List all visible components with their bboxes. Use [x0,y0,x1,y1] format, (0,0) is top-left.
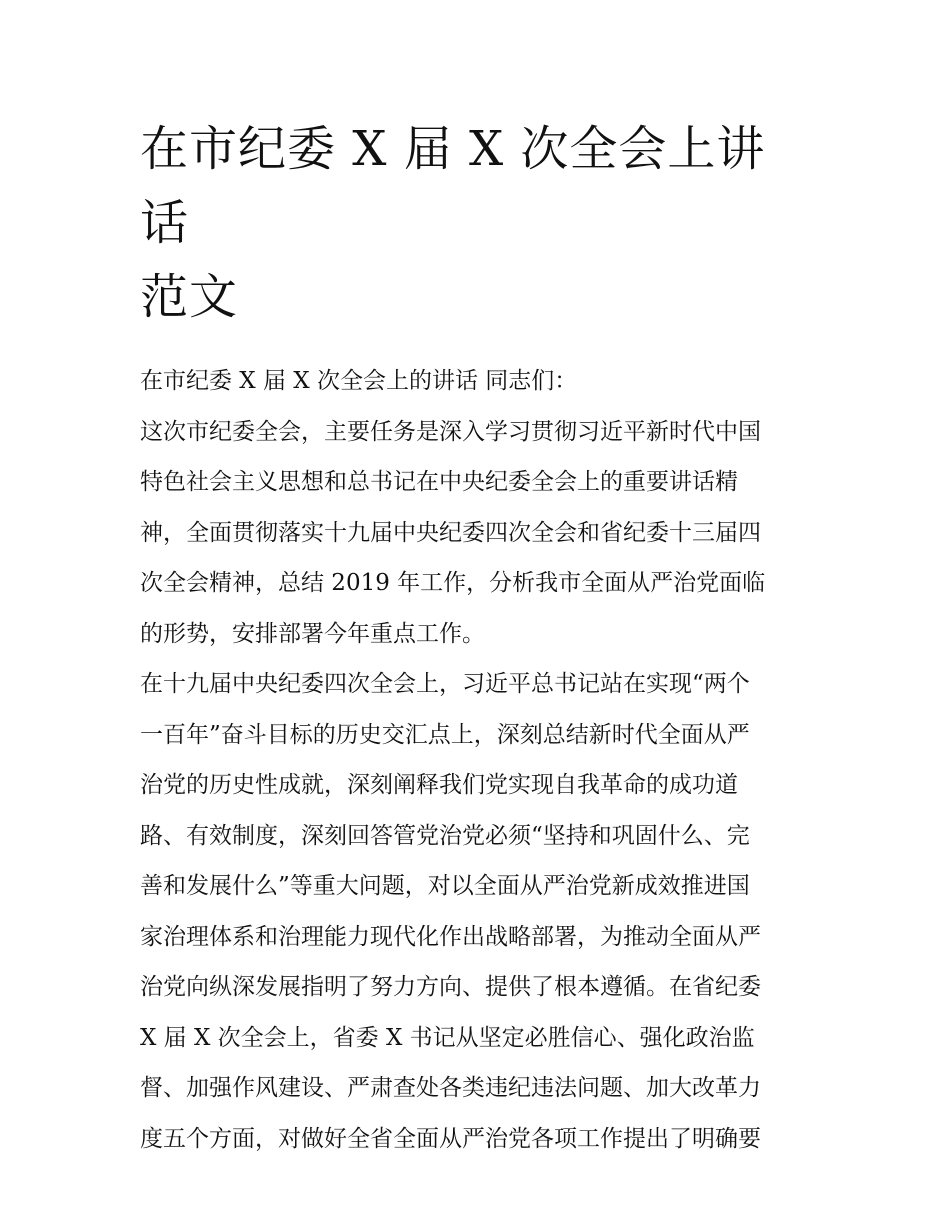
paragraph-meeting-task: 这次市纪委全会，主要任务是深入学习贯彻习近平新时代中国 特色社会主义思想和总书记在中央纪委全会上的重要讲话精 神，全面贯彻落实十九届中央纪委四次全会和省纪委十三届四 次全会精神，总结 2019 年工作，分析我市全面从严治党面临 的形势，安排部署今年重点工作。 [140,418,766,647]
document-body [140,112,812,1164]
paragraph-central-session: 在十九届中央纪委四次全会上，习近平总书记站在实现“两个 一百年”奋斗目标的历史交汇点上，深刻总结新时代全面从严 治党的历史性成就，深刻阐释我们党实现自我革命的成功道 路、有效制度，深刻回答管党治党必须“坚持和巩固什么、完 善和发展什么”等重大问题，对以全面从严治党新成效推进国 家治理体系和治理能力现代化作出战略部署，为推动全面从严 治党向纵深发展指明了努力方向、提供了根本遵循。在省纪委 X 届 X 次全会上，省委 X 书记从坚定必胜信心、强化政治监 督、加强作风建设、严肃查处各类违纪违法问题、加大改革力 度五个方面，对做好全省全面从严治党各项工作提出了明确要 [140,671,761,1152]
document-title: 在市纪委 X 届 X 次全会上讲话 范文 [140,121,766,325]
paragraph-greeting: 在市纪委 X 届 X 次全会上的讲话 同志们： [140,368,578,394]
